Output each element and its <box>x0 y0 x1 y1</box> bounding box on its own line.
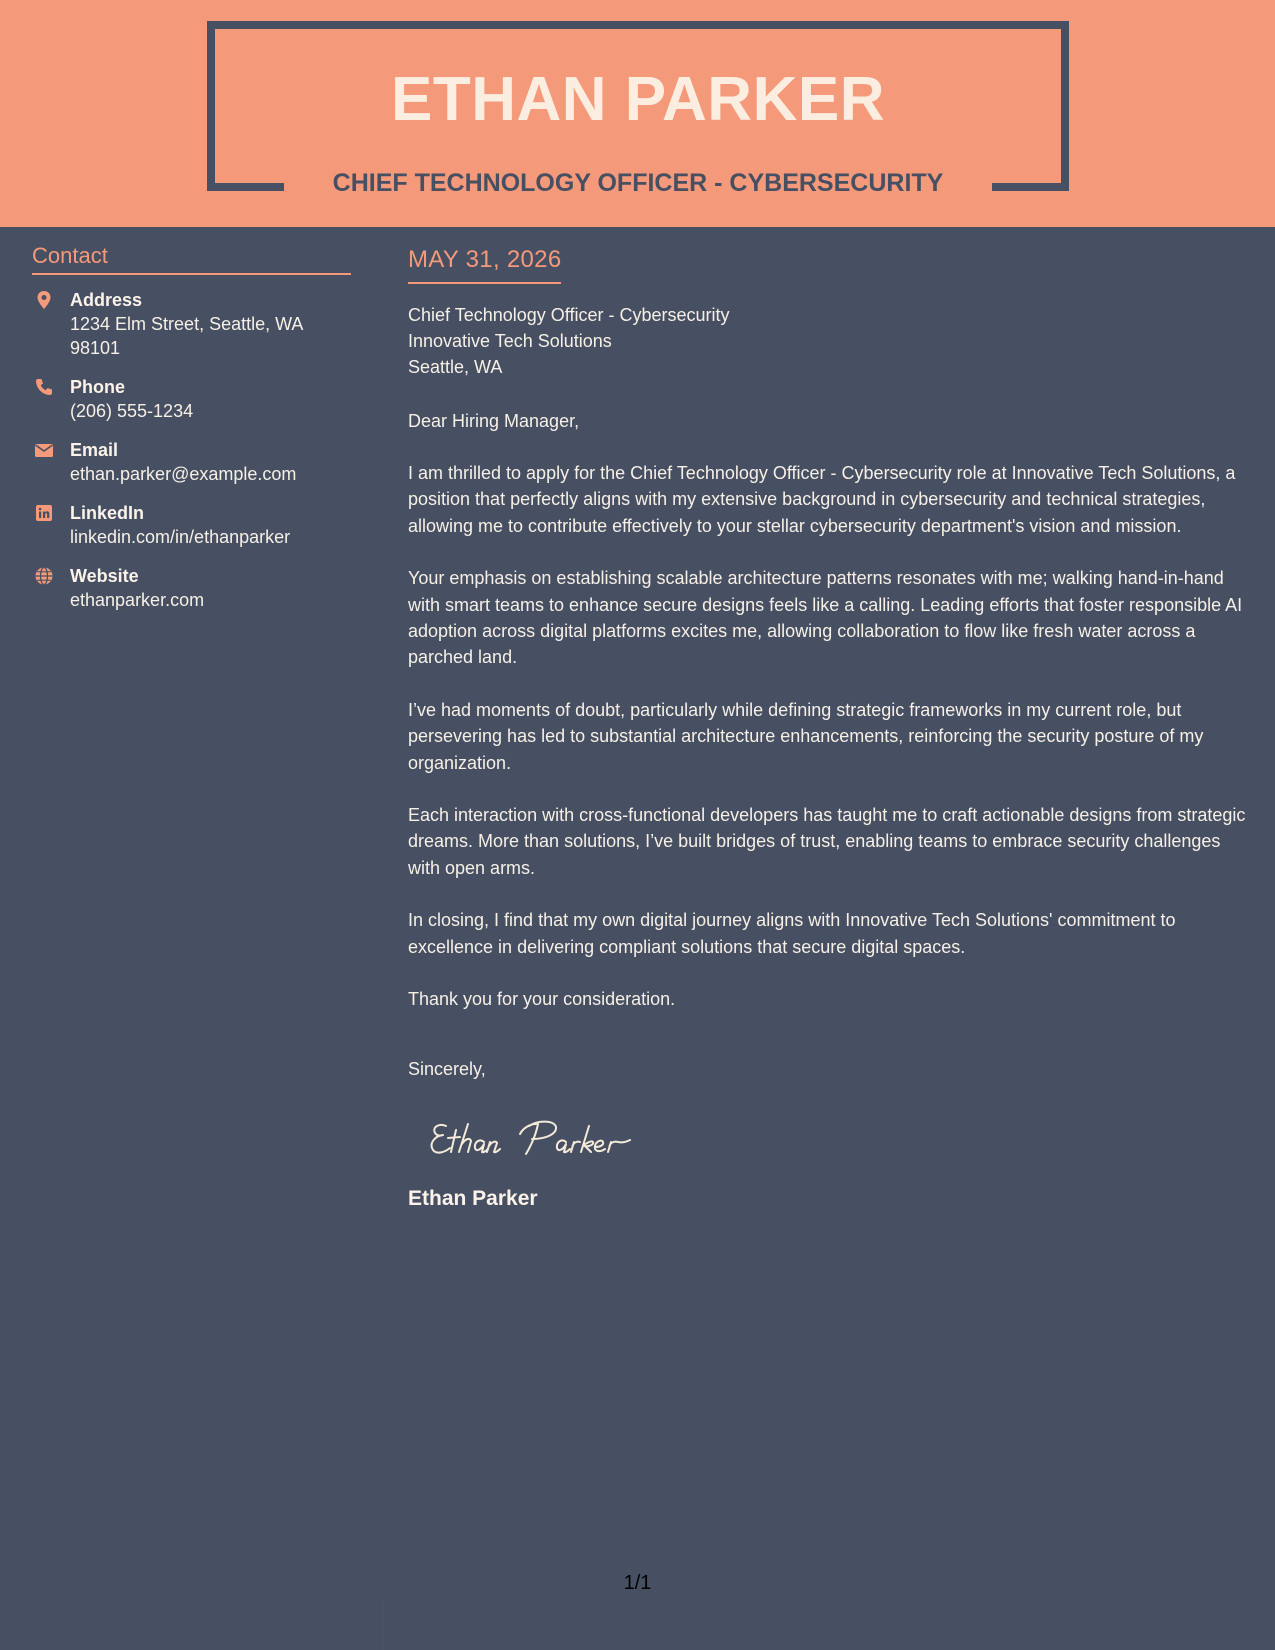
contact-value: (206) 555-1234 <box>70 401 194 421</box>
column-divider <box>382 1600 383 1650</box>
phone-icon <box>34 377 54 397</box>
contact-value: ethanparker.com <box>70 590 205 610</box>
contact-item-phone <box>32 375 351 423</box>
applicant-name: ETHAN PARKER <box>391 65 885 134</box>
contact-label: Address <box>70 290 143 310</box>
contact-value: ethan.parker@example.com <box>70 464 297 484</box>
contact-label: Website <box>70 566 139 586</box>
header-banner <box>0 0 1275 227</box>
contact-item-website <box>32 564 351 612</box>
letter-paragraph: In closing, I find that my own digital journey aligns with Innovative Tech Solutions' commitment to excellence in delivering compliant solutions that secure digital spaces. <box>408 910 1176 957</box>
recipient-location: Seattle, WA <box>408 357 503 377</box>
header-frame-foot-left <box>207 183 284 191</box>
map-pin-icon <box>34 290 54 310</box>
recipient-block <box>408 302 1246 380</box>
salutation: Dear Hiring Manager, <box>408 411 580 431</box>
envelope-icon <box>34 440 54 460</box>
contact-label: LinkedIn <box>70 503 145 523</box>
page-number: 1/1 <box>623 1572 652 1594</box>
letter-date: MAY 31, 2026 <box>408 244 561 284</box>
contact-sidebar <box>32 242 351 627</box>
contact-item-address <box>32 288 351 360</box>
contact-value: 1234 Elm Street, Seattle, WA 98101 <box>70 314 303 358</box>
letter-paragraph: I am thrilled to apply for the Chief Technology Officer - Cybersecurity role at Innovative Tech Solutions, a position that perfectly aligns with my extensive background in cybersecurity and technical strategies, allowing me to contribute effectively to your stellar cybersecurity department's vision and mission. <box>408 463 1236 536</box>
handwritten-signature <box>426 1114 656 1160</box>
letter-body <box>408 244 1246 1213</box>
letter-paragraph: Your emphasis on establishing scalable architecture patterns resonates with me; walking hand-in-hand with smart teams to enhance secure designs feels like a calling. Leading efforts that foster responsible AI adoption across digital platforms excites me, allowing collaboration to flow like fresh water across a parched land. <box>408 568 1243 668</box>
letter-paragraph: I’ve had moments of doubt, particularly while defining strategic frameworks in my current role, but persevering has led to substantial architecture enhancements, reinforcing the security posture of my organization. <box>408 699 1204 773</box>
applicant-job-title: CHIEF TECHNOLOGY OFFICER - CYBERSECURITY <box>332 169 944 197</box>
contact-label: Phone <box>70 377 126 397</box>
signer-name: Ethan Parker <box>408 1187 538 1211</box>
contact-item-linkedin <box>32 501 351 549</box>
closing-line: Sincerely, <box>408 1059 486 1080</box>
contact-label: Email <box>70 440 119 460</box>
recipient-company: Innovative Tech Solutions <box>408 331 612 351</box>
thanks-line: Thank you for your consideration. <box>408 989 676 1010</box>
letter-paragraph: Each interaction with cross-functional developers has taught me to craft actionable designs from strategic dreams. More than solutions, I’ve built bridges of trust, enabling teams to embrace security challenges with open arms. <box>408 805 1246 878</box>
globe-icon <box>34 566 54 586</box>
header-frame-foot-right <box>992 183 1069 191</box>
contact-heading: Contact <box>32 242 351 275</box>
linkedin-icon <box>34 503 54 523</box>
recipient-title: Chief Technology Officer - Cybersecurity <box>408 305 730 325</box>
contact-value: linkedin.com/in/ethanparker <box>70 527 291 547</box>
contact-item-email <box>32 438 351 486</box>
contact-list <box>32 288 351 612</box>
